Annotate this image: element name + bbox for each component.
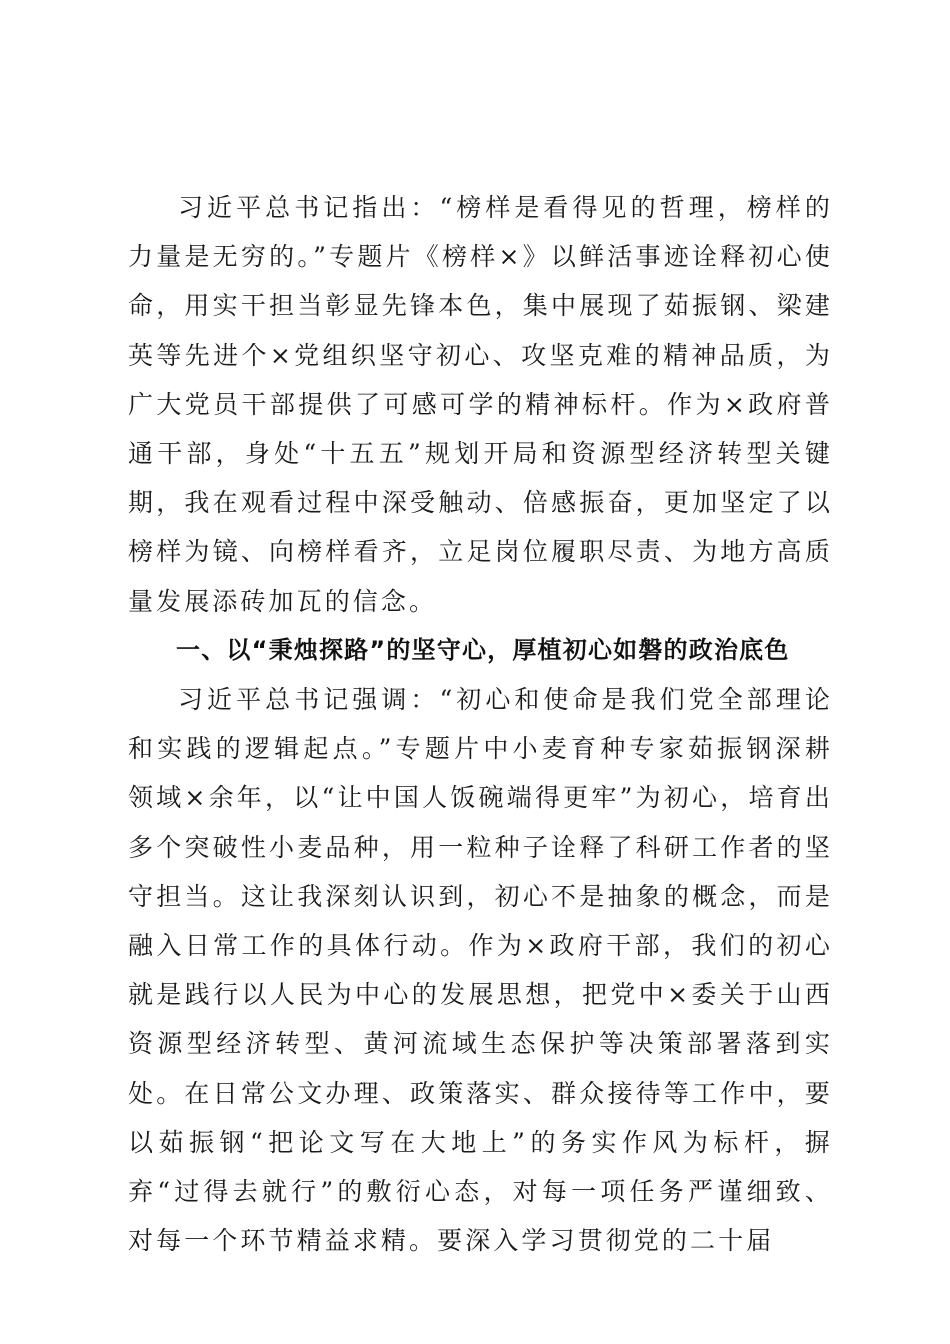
section-1-heading: 一、以“秉烛探路”的坚守心，厚植初心如磐的政治底色 [176,635,790,664]
section-1-paragraph: 习近平总书记强调：“初心和使命是我们党全部理论和实践的逻辑起点。”专题片中小麦育种专家茹振钢深耕领域×余年，以“让中国人饭碗端得更牢”为初心，培育出多个突破性小麦品种，用一粒种子诠释了科研工作者的坚守担当。这让我深刻认识到，初心不是抽象的概念，而是融入日常工作的具体行动。作为×政府干部，我们的初心就是践行以人民为中心的发展思想，把党中×委关于山西资源型经济转型、黄河流域生态保护等决策部署落到实处。在日常公文办理、政策落实、群众接待等工作中，要以茹振钢“把论文写在大地上”的务实作风为标杆，摒弃“过得去就行”的敷衍心态，对每一项任务严谨细致、对每一个环节精益求精。要深入学习贯彻党的二十届 [128,685,833,1256]
intro-paragraph: 习近平总书记指出：“榜样是看得见的哲理，榜样的力量是无穷的。”专题片《榜样×》以鲜活事迹诠释初心使命，用实干担当彰显先锋本色，集中展现了茹振钢、梁建英等先进个×党组织坚守初心、攻坚克难的精神品质，为广大党员干部提供了可感可学的精神标杆。作为×政府普通干部，身处“十五五”规划开局和资源型经济转型关键期，我在观看过程中深受触动、倍感振奋，更加坚定了以榜样为镜、向榜样看齐，立足岗位履职尽责、为地方高质量发展添砖加瓦的信念。 [128,193,833,616]
document-body [128,183,833,1265]
